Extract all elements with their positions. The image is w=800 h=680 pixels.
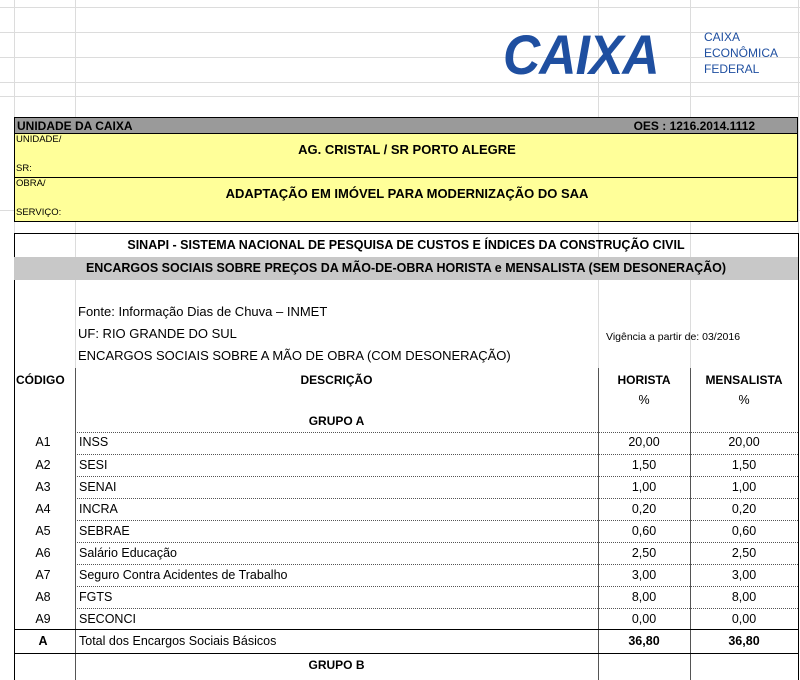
header-codigo: CÓDIGO [16, 373, 65, 387]
row-code: A7 [35, 568, 51, 582]
row-description: SENAI [79, 480, 117, 494]
unit-header-bar [14, 117, 798, 134]
oes-code: OES : 1216.2014.1112 [633, 119, 755, 133]
row-description: INCRA [79, 502, 118, 516]
caixa-logo-wordmark: CAIXA [503, 23, 659, 86]
total-mensalista: 36,80 [728, 634, 760, 648]
logo-caption-line: CAIXA [704, 30, 741, 44]
row-description: SECONCI [79, 612, 136, 626]
unit-horista: % [638, 393, 650, 407]
group-a-title: GRUPO A [308, 414, 365, 428]
caixa-logo-caption [704, 29, 778, 77]
row-horista: 8,00 [631, 590, 657, 604]
row-code: A4 [35, 502, 51, 516]
total-description: Total dos Encargos Sociais Básicos [79, 634, 277, 648]
grid-row-line [0, 96, 800, 97]
total-border-bottom [14, 653, 799, 654]
table-border-top [14, 233, 799, 234]
row-description: INSS [79, 435, 109, 449]
row-code: A5 [35, 524, 51, 538]
row-description: Seguro Contra Acidentes de Trabalho [79, 568, 288, 582]
row-divider [75, 432, 798, 433]
caixa-logo [503, 22, 703, 92]
row-description: SESI [79, 458, 108, 472]
row-code: A1 [35, 435, 51, 449]
row-divider [75, 608, 798, 609]
header-mensalista: MENSALISTA [705, 373, 783, 387]
row-code: A8 [35, 590, 51, 604]
vigencia-line: Vigência a partir de: 03/2016 [606, 331, 741, 343]
row-horista: 2,50 [631, 546, 657, 560]
header-horista: HORISTA [617, 373, 671, 387]
row-horista: 0,60 [631, 524, 657, 538]
row-code: A9 [35, 612, 51, 626]
servico-label: SERVIÇO: [16, 207, 62, 218]
row-divider [75, 542, 798, 543]
row-divider [75, 454, 798, 455]
table-border-right [798, 233, 799, 680]
row-horista: 1,50 [631, 458, 657, 472]
row-mensalista: 0,00 [731, 612, 757, 626]
row-mensalista: 20,00 [728, 435, 760, 449]
unidade-value: AG. CRISTAL / SR PORTO ALEGRE [298, 142, 516, 157]
row-divider [75, 586, 798, 587]
total-code: A [38, 634, 48, 648]
row-mensalista: 3,00 [731, 568, 757, 582]
logo-caption-line: ECONÔMICA [704, 46, 779, 60]
row-horista: 3,00 [631, 568, 657, 582]
encargos-line: ENCARGOS SOCIAIS SOBRE A MÃO DE OBRA (COM DESONERAÇÃO) [78, 348, 511, 363]
sr-label: SR: [16, 163, 32, 174]
row-divider [75, 564, 798, 565]
row-horista: 20,00 [628, 435, 660, 449]
header-descricao: DESCRIÇÃO [300, 373, 373, 387]
row-horista: 1,00 [631, 480, 657, 494]
row-horista: 0,00 [631, 612, 657, 626]
row-code: A3 [35, 480, 51, 494]
row-code: A6 [35, 546, 51, 560]
unit-label: UNIDADE DA CAIXA [17, 119, 133, 133]
uf-line: UF: RIO GRANDE DO SUL [78, 326, 237, 341]
row-description: Salário Educação [79, 546, 177, 560]
sinapi-title: SINAPI - SISTEMA NACIONAL DE PESQUISA DE CUSTOS E ÍNDICES DA CONSTRUÇÃO CIVIL [127, 238, 685, 252]
row-mensalista: 2,50 [731, 546, 757, 560]
row-mensalista: 1,00 [731, 480, 757, 494]
row-description: SEBRAE [79, 524, 130, 538]
row-divider [75, 520, 798, 521]
obra-value: ADAPTAÇÃO EM IMÓVEL PARA MODERNIZAÇÃO DO SAA [225, 186, 589, 201]
encargos-title: ENCARGOS SOCIAIS SOBRE PREÇOS DA MÃO-DE-OBRA HORISTA e MENSALISTA (SEM DESONERAÇÃO) [14, 257, 798, 280]
obra-label: OBRA/ [16, 178, 46, 189]
group-b-title: GRUPO B [308, 658, 365, 672]
unidade-label: UNIDADE/ [16, 134, 62, 145]
row-mensalista: 0,20 [731, 502, 757, 516]
row-description: FGTS [79, 590, 113, 604]
logo-caption-line: FEDERAL [704, 62, 760, 76]
grid-row-line [0, 7, 800, 8]
unit-mensalista: % [738, 393, 750, 407]
total-horista: 36,80 [628, 634, 660, 648]
unidade-row [14, 134, 798, 178]
row-mensalista: 8,00 [731, 590, 757, 604]
row-divider [75, 498, 798, 499]
obra-row [14, 178, 798, 222]
fonte-line: Fonte: Informação Dias de Chuva – INMET [78, 304, 328, 319]
row-divider [75, 476, 798, 477]
total-border-top [14, 629, 799, 630]
row-mensalista: 0,60 [731, 524, 757, 538]
row-code: A2 [35, 458, 51, 472]
row-horista: 0,20 [631, 502, 657, 516]
row-mensalista: 1,50 [731, 458, 757, 472]
